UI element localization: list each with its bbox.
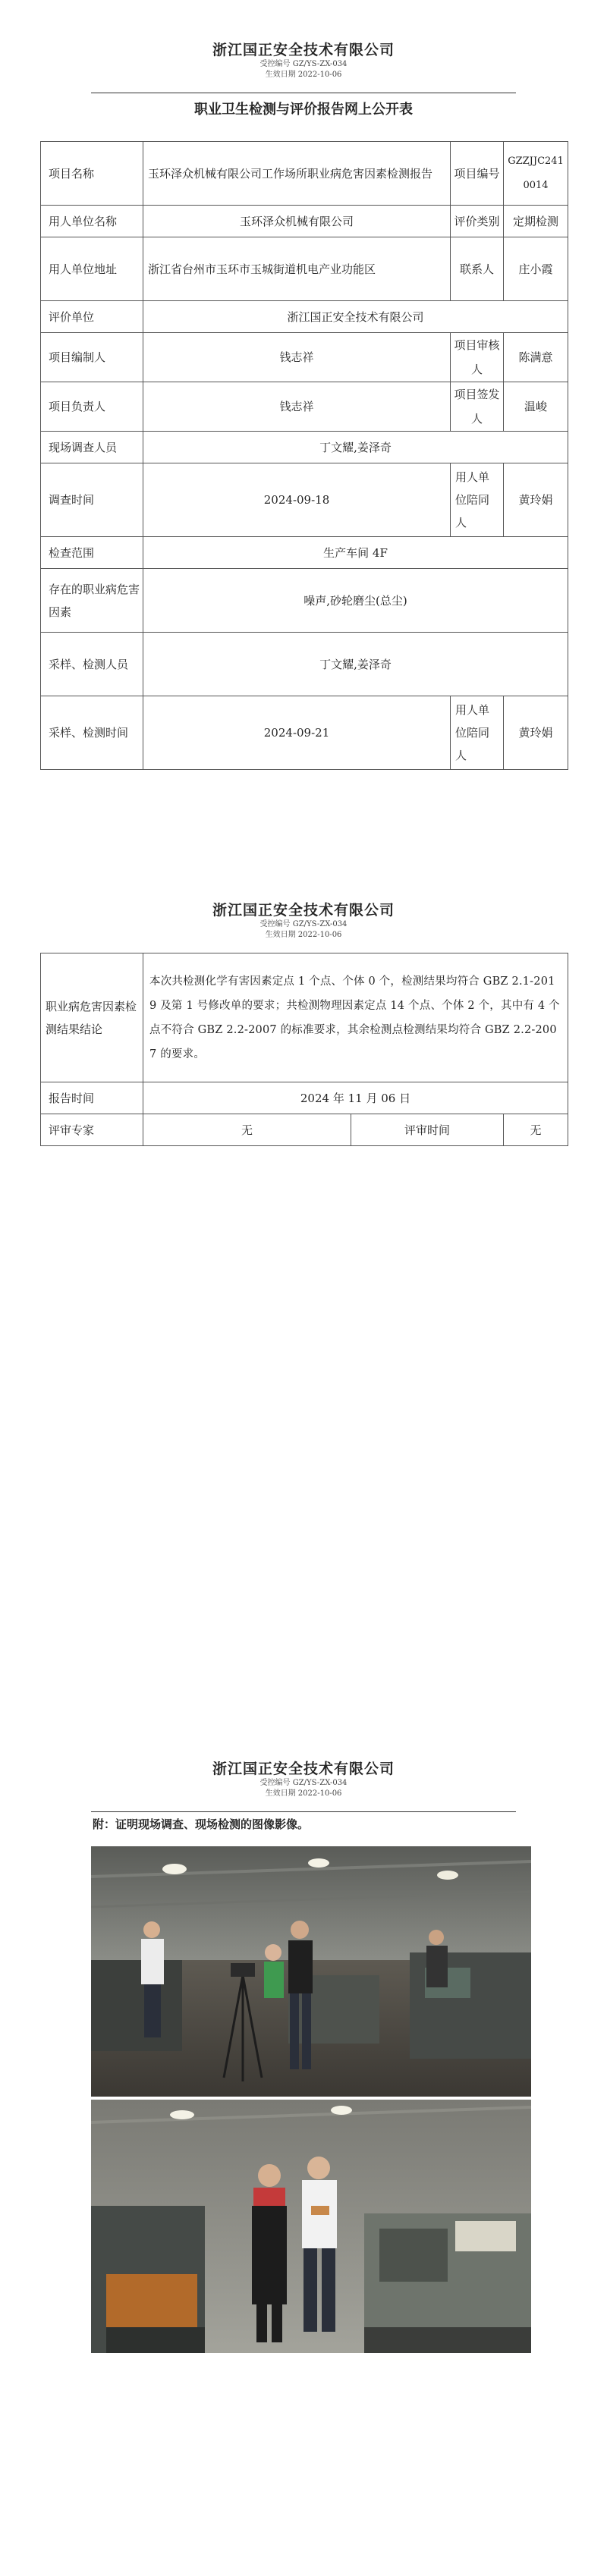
compiler: 钱志祥 [143, 333, 451, 382]
table-row [41, 463, 568, 537]
table-row [41, 142, 568, 206]
table-row [41, 432, 568, 463]
hazards: 噪声,砂轮磨尘(总尘) [143, 569, 568, 633]
header-rule [91, 1811, 516, 1812]
table-row [41, 333, 568, 382]
samplers-label: 采样、检测人员 [41, 633, 143, 696]
doc-code: 受控编号 GZ/YS-ZX-034 [259, 60, 348, 68]
company-name: 浙江国正安全技术有限公司 [212, 1761, 395, 1777]
scope-label: 检查范围 [41, 537, 143, 569]
surveyor-label: 现场调查人员 [41, 432, 143, 463]
issuer-label: 项目签发人 [451, 382, 504, 432]
escort2: 黄玲娟 [504, 696, 568, 770]
eval-unit-label: 评价单位 [41, 301, 143, 333]
eval-unit: 浙江国正安全技术有限公司 [143, 301, 568, 333]
scope: 生产车间 4F [143, 537, 568, 569]
company-name: 浙江国正安全技术有限公司 [212, 42, 395, 58]
project-name-label: 项目名称 [41, 142, 143, 206]
effective-date: 生效日期 2022-10-06 [265, 1789, 342, 1798]
expert-label: 评审专家 [41, 1114, 143, 1146]
page-header [0, 41, 607, 80]
field-survey-photo-image [91, 1846, 531, 2097]
expert: 无 [143, 1114, 351, 1146]
sample-time: 2024-09-21 [143, 696, 451, 770]
eval-type: 定期检测 [504, 206, 568, 237]
escort-label: 用人单位陪同人 [451, 463, 504, 537]
employer-label: 用人单位名称 [41, 206, 143, 237]
reviewer: 陈满意 [504, 333, 568, 382]
reviewer-label: 项目审核人 [451, 333, 504, 382]
field-detection-photo-image [91, 2100, 531, 2353]
issuer: 温峻 [504, 382, 568, 432]
project-name: 玉环泽众机械有限公司工作场所职业病危害因素检测报告 [143, 142, 451, 206]
table-row [41, 633, 568, 696]
contact-label: 联系人 [451, 237, 504, 301]
eval-type-label: 评价类别 [451, 206, 504, 237]
conclusion-label: 职业病危害因素检测结果结论 [41, 953, 143, 1082]
surveyor: 丁文耀,姜泽奇 [143, 432, 568, 463]
doc-code: 受控编号 GZ/YS-ZX-034 [259, 920, 348, 928]
table-row [41, 206, 568, 237]
page-header [0, 901, 607, 941]
table-row [41, 569, 568, 633]
compiler-label: 项目编制人 [41, 333, 143, 382]
effective-date: 生效日期 2022-10-06 [265, 71, 342, 79]
conclusion-text: 本次共检测化学有害因素定点 1 个点、个体 0 个，检测结果均符合 GBZ 2.1-2019 及第 1 号修改单的要求；共检测物理因素定点 14 个点、个体 2 个，其中有 4 个点不符合 GBZ 2.2-2007 的标准要求，其余检测点检测结果均符合 GBZ 2.2-2007 的要求。 [143, 953, 568, 1082]
samplers: 丁文耀,姜泽奇 [143, 633, 568, 696]
attachment-note: 附：证明现场调查、现场检测的图像影像。 [93, 1817, 310, 1831]
table-row [41, 696, 568, 770]
table-row [41, 953, 568, 1082]
field-detection-photo [91, 2100, 531, 2353]
table-row [41, 301, 568, 333]
review-time-label: 评审时间 [351, 1114, 504, 1146]
project-no-label: 项目编号 [451, 142, 504, 206]
field-survey-photo [91, 1846, 531, 2097]
contact: 庄小霞 [504, 237, 568, 301]
table-row [41, 382, 568, 432]
project-no: GZZJJC2410014 [504, 142, 568, 206]
report-time: 2024 年 11 月 06 日 [143, 1082, 568, 1114]
company-name: 浙江国正安全技术有限公司 [212, 902, 395, 919]
report-time-label: 报告时间 [41, 1082, 143, 1114]
escort: 黄玲娟 [504, 463, 568, 537]
leader: 钱志祥 [143, 382, 451, 432]
conclusion-table [40, 953, 568, 1146]
survey-time-label: 调查时间 [41, 463, 143, 537]
table-row [41, 1114, 568, 1146]
doc-code: 受控编号 GZ/YS-ZX-034 [259, 1779, 348, 1787]
review-time: 无 [504, 1114, 568, 1146]
address: 浙江省台州市玉环市玉城街道机电产业功能区 [143, 237, 451, 301]
leader-label: 项目负责人 [41, 382, 143, 432]
survey-time: 2024-09-18 [143, 463, 451, 537]
sample-time-label: 采样、检测时间 [41, 696, 143, 770]
address-label: 用人单位地址 [41, 237, 143, 301]
page-title: 职业卫生检测与评价报告网上公开表 [194, 102, 413, 118]
hazards-label: 存在的职业病危害因素 [41, 569, 143, 633]
disclosure-table [40, 141, 568, 770]
effective-date: 生效日期 2022-10-06 [265, 931, 342, 939]
employer: 玉环泽众机械有限公司 [143, 206, 451, 237]
table-row [41, 537, 568, 569]
table-row [41, 1082, 568, 1114]
page-header [0, 1760, 607, 1799]
escort2-label: 用人单位陪同人 [451, 696, 504, 770]
table-row [41, 237, 568, 301]
